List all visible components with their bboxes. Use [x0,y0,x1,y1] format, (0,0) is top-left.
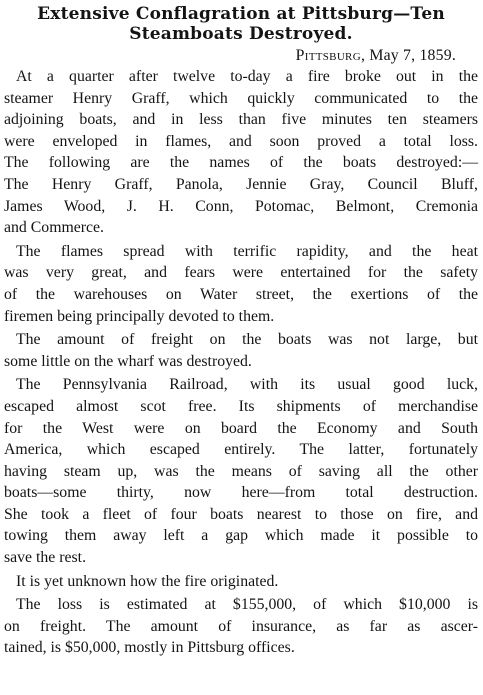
text-line: boats—some thirty, now here—from total destruction. [4,484,478,502]
text-line: firemen being principally devoted to them. [4,307,275,325]
article-paragraph [4,66,478,239]
text-line: The following are the names of the boats destroyed:— [4,154,478,172]
text-line: on freight. The amount of insurance, as far as ascer- [4,617,478,635]
text-line: having steam up, was the means of saving all the other [4,462,478,480]
text-line: It is yet unknown how the fire originated. [16,572,279,590]
text-line: At a quarter after twelve to-day a fire broke out in the [16,68,478,85]
dateline-date: May 7, 1859. [369,47,456,64]
text-line: The loss is estimated at $155,000, of which $10,000 is [16,596,478,614]
dateline [4,45,478,66]
headline-line-1: Extensive Conflagration at Pittsburg—Ten [37,4,445,24]
text-line: was very great, and fears were entertained for the safety [4,264,478,282]
article-paragraph [4,594,478,659]
text-line: The Pennsylvania Railroad, with its usual good luck, [16,376,478,394]
dateline-place: Pittsburg, [295,47,366,64]
article-paragraph [4,329,478,372]
article-body [4,66,478,659]
text-line: tained, is $50,000, mostly in Pittsburg offices. [4,639,295,657]
text-line: and Commerce. [4,219,105,237]
text-line: save the rest. [4,549,87,567]
text-line: steamer Henry Graff, which quickly communicated to the [4,89,478,107]
headline [4,4,478,44]
news-article [4,4,478,659]
text-line: The flames spread with terrific rapidity, and the heat [16,242,478,260]
text-line: James Wood, J. H. Conn, Potomac, Belmont, Cremonia [4,197,478,215]
text-line: were enveloped in flames, and soon proved a total loss. [4,132,478,150]
text-line: some little on the wharf was destroyed. [4,352,252,370]
text-line: of the warehouses on Water street, the exertions of the [4,285,478,303]
text-line: The Henry Graff, Panola, Jennie Gray, Council Bluff, [4,175,478,193]
text-line: adjoining boats, and in less than five minutes ten steamers [4,111,478,129]
text-line: escaped almost scot free. Its shipments of merchandise [4,397,478,415]
text-line: for the West were on board the Economy and South [4,419,478,437]
headline-line-2: Steamboats Destroyed. [129,24,353,44]
text-line: towing them away left a gap which made it possible to [4,527,478,545]
text-line: She took a fleet of four boats nearest to those on fire, and [4,505,478,523]
text-line: America, which escaped entirely. The latter, fortunately [4,441,478,459]
article-paragraph [4,374,478,568]
article-paragraph [4,241,478,327]
text-line: The amount of freight on the boats was not large, but [16,331,478,349]
article-paragraph [4,571,478,593]
